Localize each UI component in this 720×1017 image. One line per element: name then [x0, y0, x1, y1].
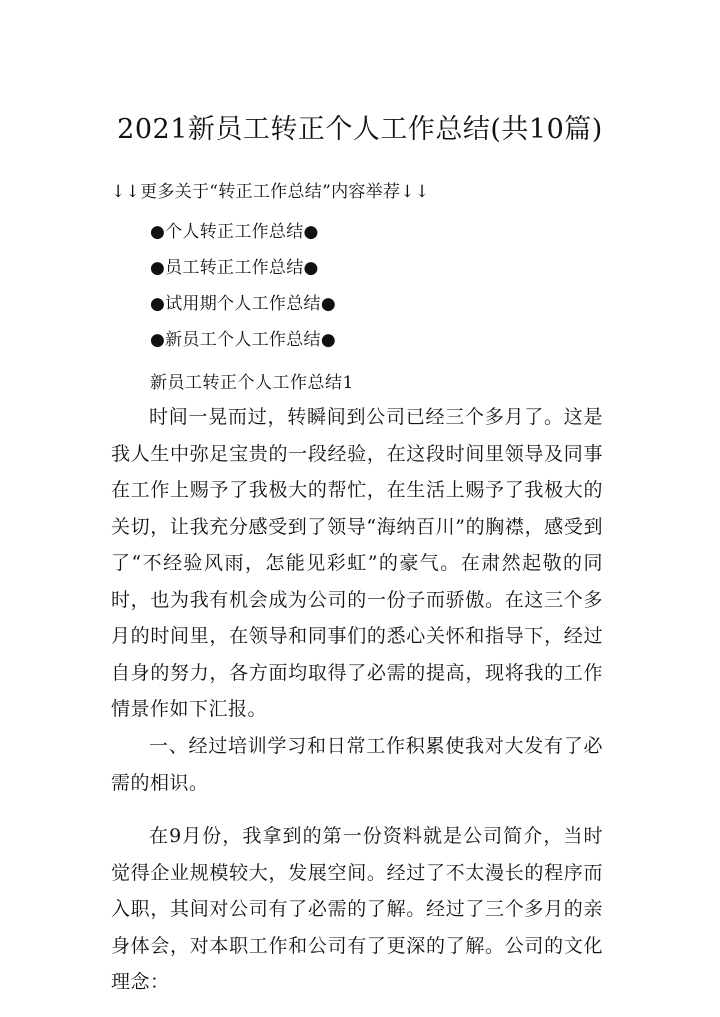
section-heading: 新员工转正个人工作总结1 [150, 373, 354, 393]
recommend-line: ↓↓更多关于“转正工作总结”内容举荐↓↓ [111, 182, 430, 202]
body-paragraph: 一、经过培训学习和日常工作积累使我对大发有了必需的相识。 [111, 735, 603, 794]
document-title: 2021新员工转正个人工作总结(共10篇) [117, 114, 603, 145]
recommend-link-employee[interactable]: ●员工转正工作总结● [150, 258, 319, 278]
recommend-link-list [150, 218, 336, 362]
recommend-link-personal[interactable]: ●个人转正工作总结● [150, 222, 319, 242]
recommend-link-probation[interactable]: ●试用期个人工作总结● [150, 294, 336, 314]
recommend-link-new-employee[interactable]: ●新员工个人工作总结● [150, 330, 336, 350]
body-paragraph: 时间一晃而过，转瞬间到公司已经三个多月了。这是我人生中弥足宝贵的一段经验，在这段时间里领导及同事在工作上赐予了我极大的帮忙，在生活上赐予了我极大的关切，让我充分感受到了领导“海纳百川”的胸襟，感受到了“不经验风雨，怎能见彩虹”的豪气。在肃然起敬的同时，也为我有机会成为公司的一份子而骄傲。在这三个多月的时间里，在领导和同事们的悉心关怀和指导下，经过自身的努力，各方面均取得了必需的提高，现将我的工作情景作如下汇报。 [111, 406, 603, 720]
body-paragraph: 在9月份，我拿到的第一份资料就是公司简介，当时觉得企业规模较大，发展空间。经过了不太漫长的程序而入职，其间对公司有了必需的了解。经过了三个多月的亲身体会，对本职工作和公司有了更深的了解。公司的文化理念： [111, 825, 603, 993]
